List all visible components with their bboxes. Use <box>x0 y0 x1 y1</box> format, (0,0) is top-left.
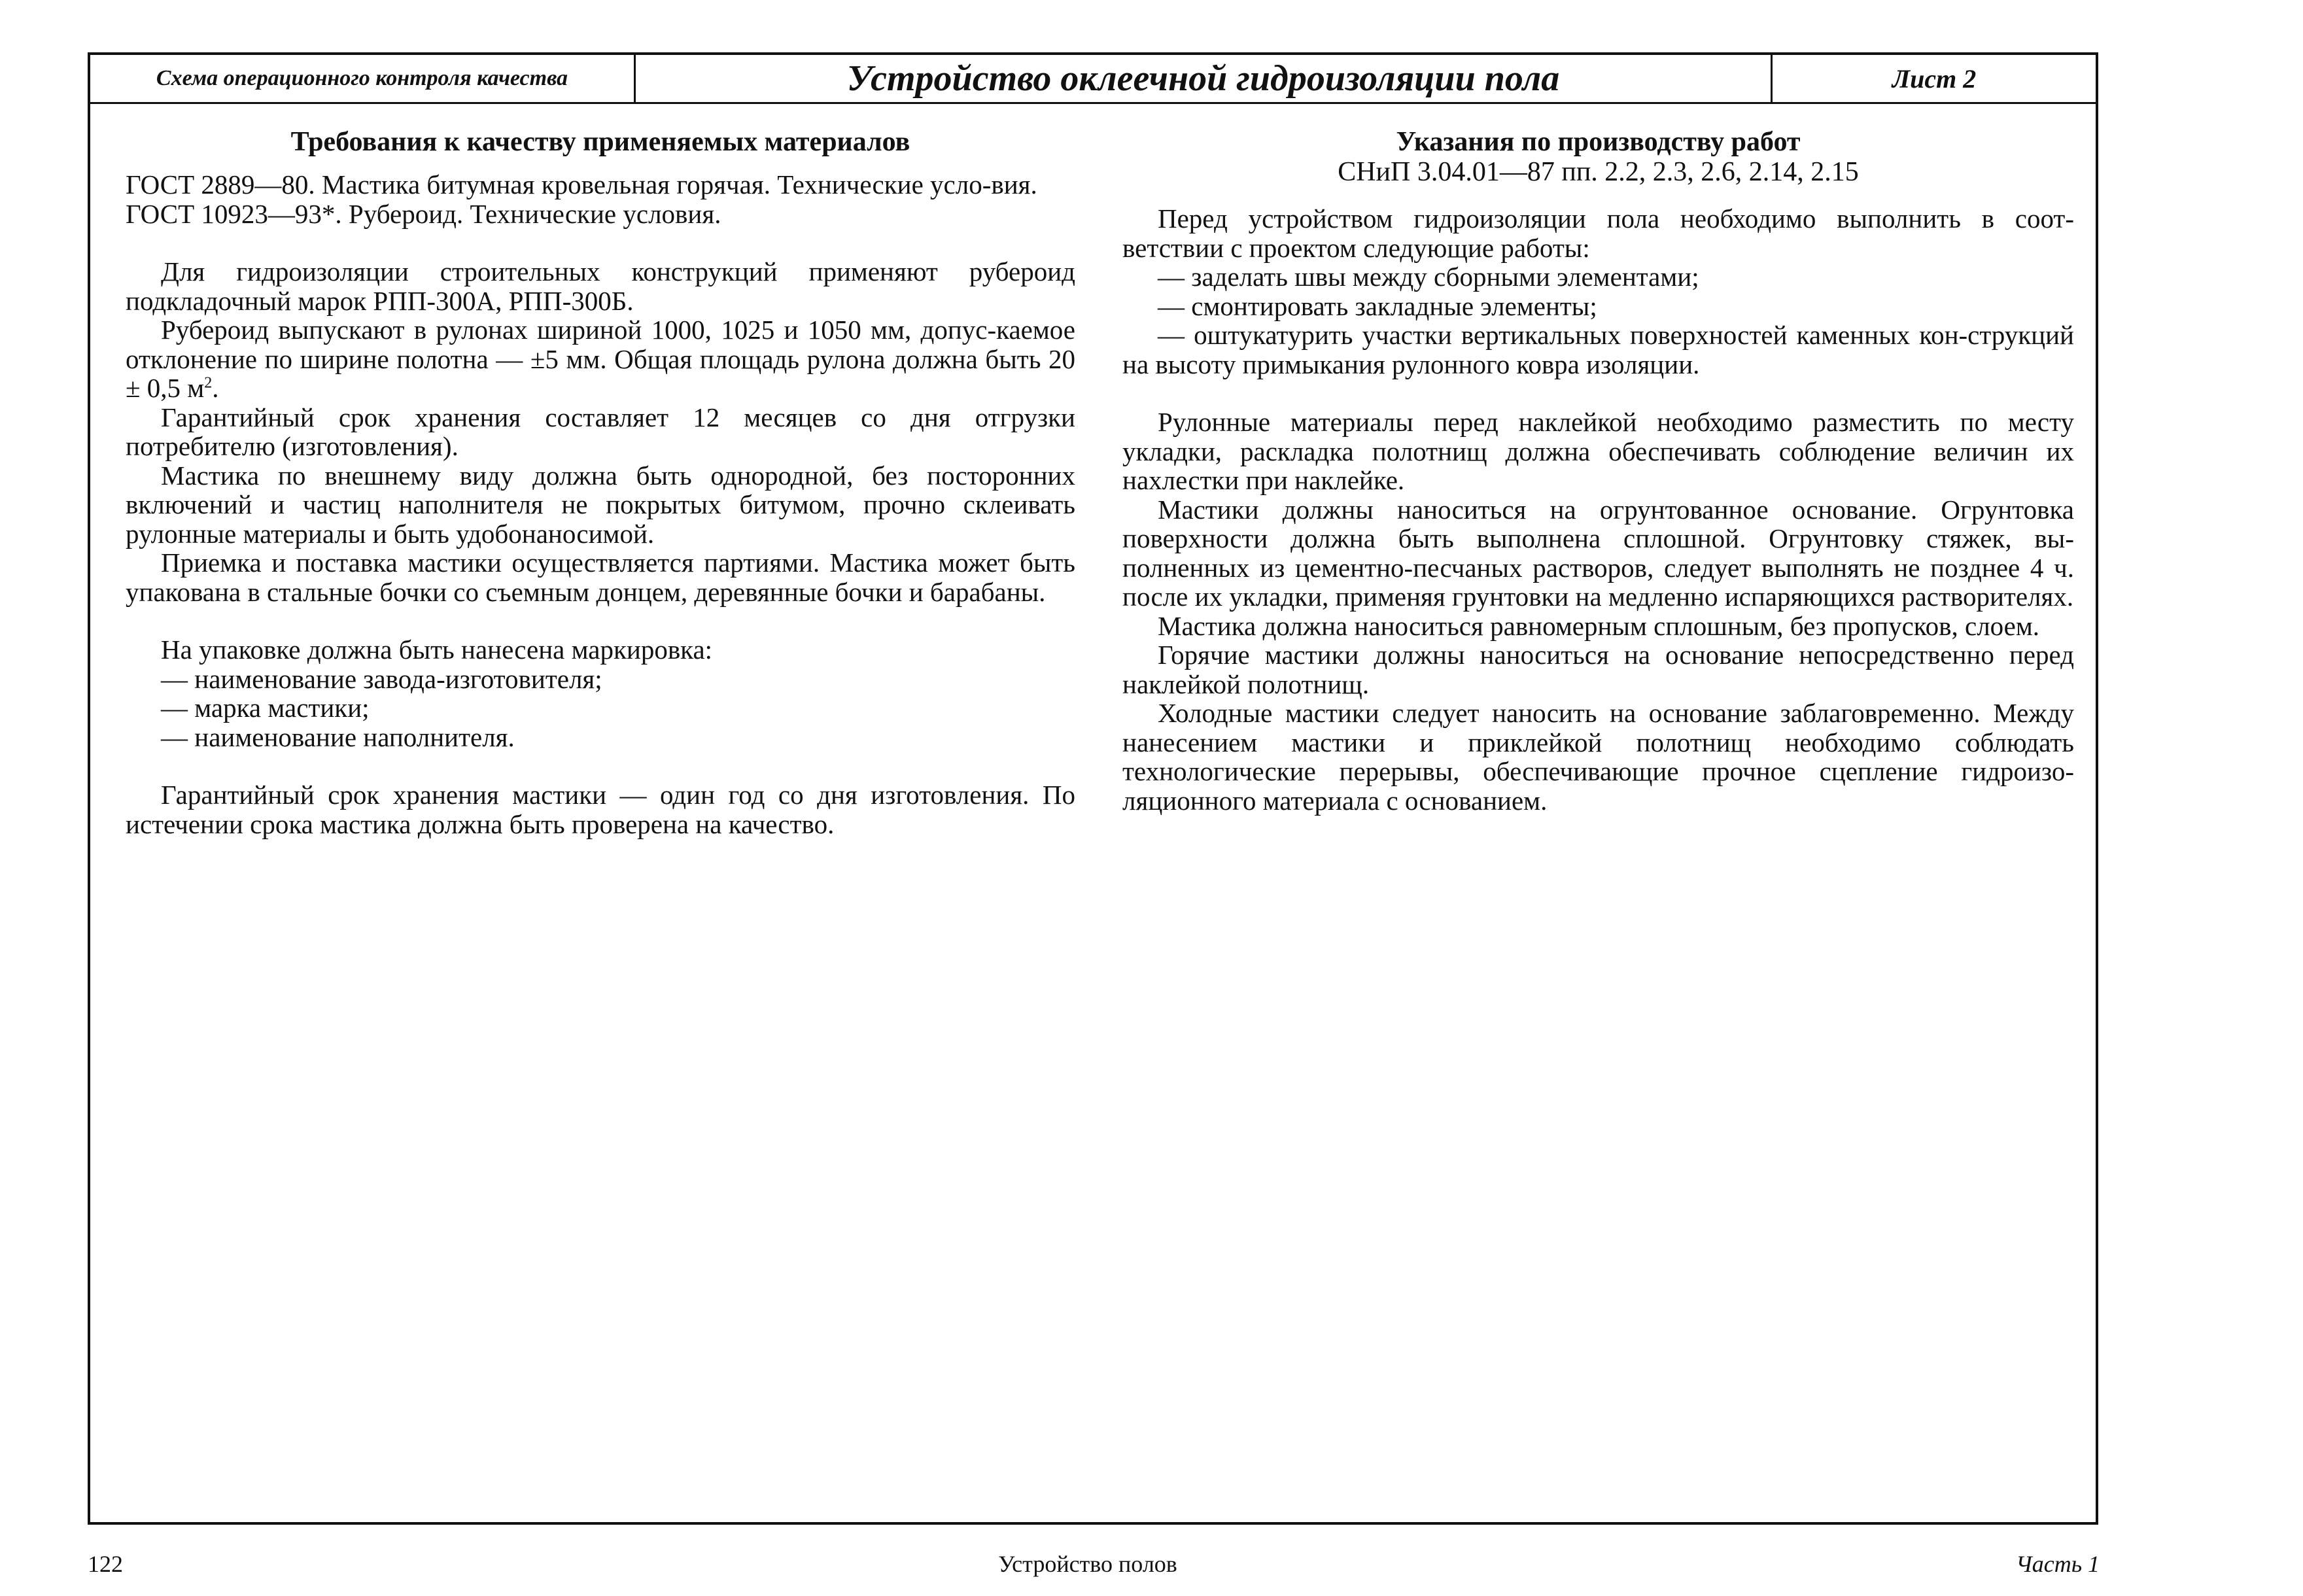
footer-section: Устройство полов <box>998 1551 1177 1577</box>
page-number: 122 <box>88 1551 123 1577</box>
preparation-item: — смонтировать закладные элементы; <box>1158 290 1597 321</box>
paragraph-ruberoid-grades: Для гидроизоляции строительных конструкций применяют рубероид подкладочный марок РПП-300А, РПП-300Б. <box>126 256 1075 316</box>
paragraph-mastic-storage: Гарантийный срок хранения мастики — один год со дня изготовления. По истечении срока мастика должна быть проверена на качество. <box>126 780 1075 839</box>
page-title: Устройство оклеечной гидроизоляции пола <box>636 55 1773 102</box>
works-column <box>1122 127 2074 815</box>
paragraph-cold-mastic: Холодные мастики следует наносить на основание заблаговременно. Между нанесением мастики и приклейкой полотнищ необходимо соблюдать технологические перерывы, обеспечивающие прочное сцепление гидроизо-ляционного материала с основанием. <box>1122 698 2074 816</box>
materials-column <box>126 127 1075 839</box>
gost-mastic: ГОСТ 2889—80. Мастика битумная кровельная горячая. Технические усло-вия. <box>126 169 1037 200</box>
paragraph-preparation: Перед устройством гидроизоляции пола необходимо выполнить в соот-ветствии с проектом следующие работы: <box>1122 203 2074 263</box>
paragraph-marking: На упаковке должна быть нанесена маркировка: <box>161 634 713 665</box>
marking-item: — наименование завода-изготовителя; <box>161 663 602 694</box>
paragraph-roll-size: Рубероид выпускают в рулонах шириной 1000, 1025 и 1050 мм, допус-каемое отклонение по ширине полотна — ±5 мм. Общая площадь рулона должна быть 20 ± 0,5 $м^2$. <box>126 315 1075 403</box>
paragraph-mastic-delivery: Приемка и поставка мастики осуществляется партиями. Мастика может быть упакована в стальные бочки со съемным донцем, деревянные бочки и барабаны. <box>126 547 1075 607</box>
paragraph-mastic-appearance: Мастика по внешнему виду должна быть однородной, без посторонних включений и частиц наполнителя не покрытых битумом, прочно склеивать рулонные материалы и быть удобонаносимой. <box>126 460 1075 549</box>
page-frame <box>88 52 2098 1525</box>
works-snip-reference: СНиП 3.04.01—87 пп. 2.2, 2.3, 2.6, 2.14, 2.15 <box>1338 157 1859 187</box>
marking-item: — марка мастики; <box>161 693 370 723</box>
sheet-number: Лист 2 <box>1892 63 1977 94</box>
header-table <box>90 55 2096 104</box>
header-scheme-label: Схема операционного контроля качества <box>90 55 636 102</box>
page-footer <box>0 1550 2303 1589</box>
footer-part: Часть 1 <box>2016 1551 2100 1577</box>
works-title: Указания по производству работ <box>1396 127 1801 157</box>
paragraph-roll-placement: Рулонные материалы перед наклейкой необходимо разместить по месту укладки, раскладка полотнищ должна обеспечивать соблюдение величин их нахлестки при наклейке. <box>1122 407 2074 495</box>
paragraph-storage-ruberoid: Гарантийный срок хранения составляет 12 месяцев со дня отгрузки потребителю (изготовления). <box>126 402 1075 461</box>
paragraph-hot-mastic: Горячие мастики должны наноситься на основание непосредственно перед наклейкой полотнищ. <box>1122 640 2074 699</box>
paragraph-priming: Мастики должны наноситься на огрунтованное основание. Огрунтовка поверхности должна быть выполнена сплошной. Огрунтовку стяжек, вы-полненных из цементно-песчаных растворов, следует выполнять не позднее 4 ч. после их укладки, применяя грунтовки на медленно испаряющихся растворителях. <box>1122 494 2074 612</box>
marking-item: — наименование наполнителя. <box>161 721 515 752</box>
paragraph-uniform-layer: Мастика должна наноситься равномерным сплошным, без пропусков, слоем. <box>1158 610 2040 641</box>
preparation-item: — заделать швы между сборными элементами; <box>1158 262 1699 292</box>
materials-title: Требования к качеству применяемых материалов <box>290 127 910 157</box>
gost-ruberoid: ГОСТ 10923—93*. Рубероид. Технические условия. <box>126 198 721 229</box>
preparation-item: — оштукатурить участки вертикальных поверхностей каменных кон-струкций на высоту примыкания рулонного ковра изоляции. <box>1122 320 2074 379</box>
